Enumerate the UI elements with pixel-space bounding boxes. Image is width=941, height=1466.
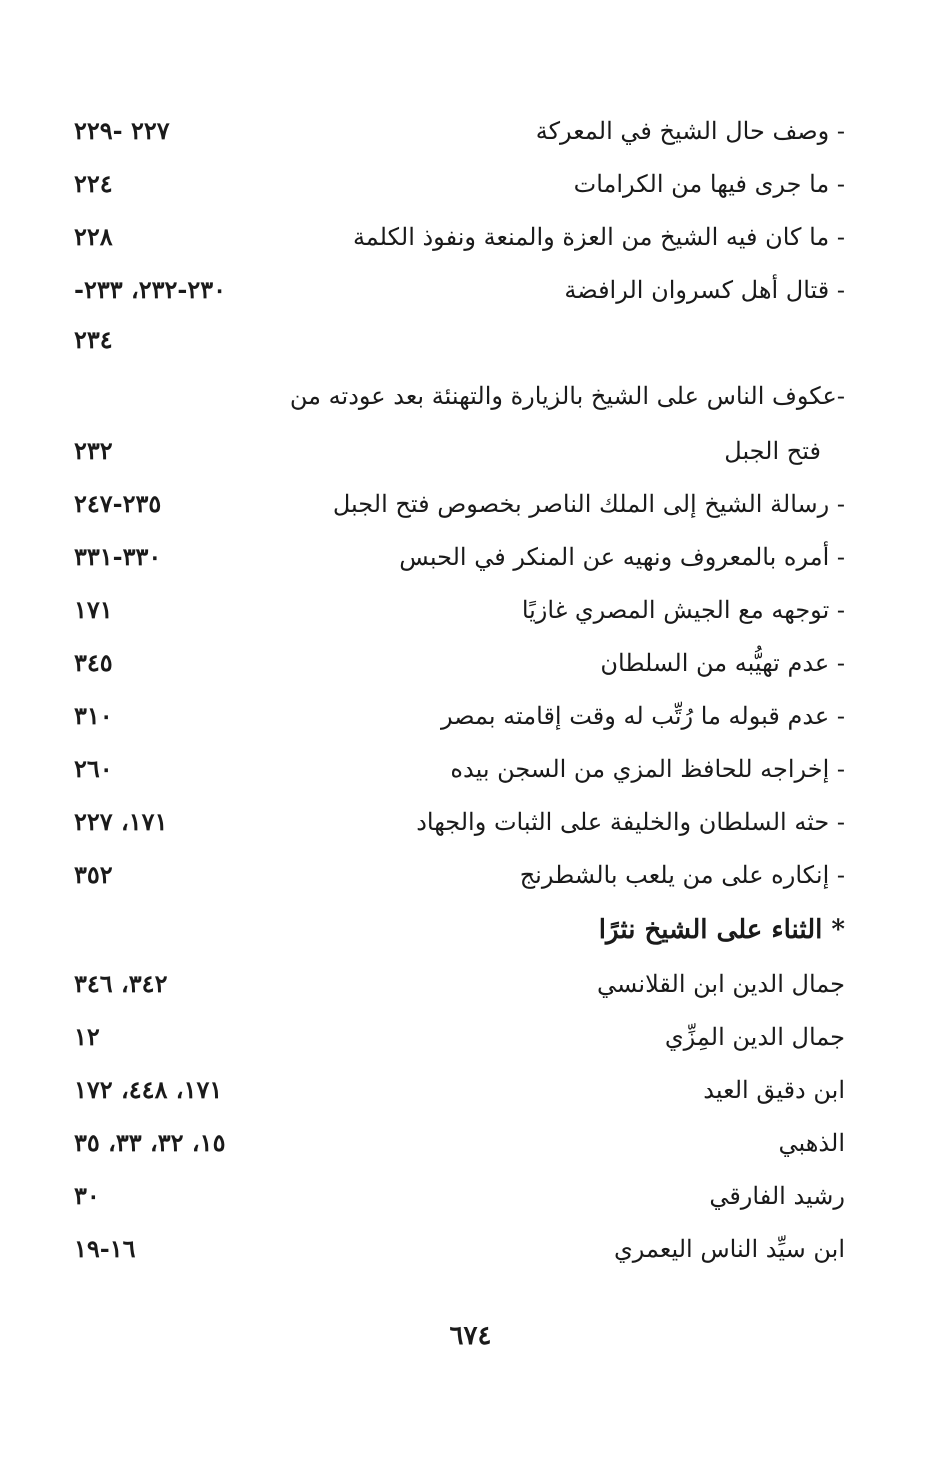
entry-topic: فتح الجبل <box>724 437 821 465</box>
section-heading-text: * الثناء على الشيخ نثرًا <box>598 915 845 945</box>
entry-topic: - حثه السلطان والخليفة على الثبات والجهاد <box>416 808 845 836</box>
entry-topic: - ما كان فيه الشيخ من العزة والمنعة ونفوذ الكلمة <box>352 223 845 251</box>
entry-topic: -عكوف الناس على الشيخ بالزيارة والتهنئة بعد عودته من <box>289 382 845 410</box>
entry-pages: ٣٣٠-٣٣١ <box>74 542 162 571</box>
entry-topic: ابن دقيق العيد <box>703 1076 845 1104</box>
index-entry <box>0 376 941 416</box>
entry-pages: ٢٣٥-٢٤٧ <box>74 489 162 518</box>
entry-topic: - رسالة الشيخ إلى الملك الناصر بخصوص فتح الجبل <box>332 490 845 518</box>
page-number: ٦٧٤ <box>449 1321 492 1351</box>
index-entry-continuation <box>0 320 941 360</box>
entry-topic: الذهبي <box>778 1129 845 1157</box>
index-entry <box>0 1123 941 1163</box>
entry-topic: - أمره بالمعروف ونهيه عن المنكر في الحبس <box>399 543 845 571</box>
entry-topic: - إنكاره على من يلعب بالشطرنج <box>519 861 845 889</box>
index-entry <box>0 855 941 895</box>
entry-pages: ١٦-١٩ <box>74 1234 136 1263</box>
entry-pages: ١٧١ <box>74 595 113 624</box>
index-entry <box>0 749 941 789</box>
index-entry <box>0 1070 941 1110</box>
entry-pages: ١٧١، ٤٤٨، ١٧٢ <box>74 1075 223 1104</box>
index-entry <box>0 964 941 1004</box>
index-entry <box>0 111 941 151</box>
index-entry <box>0 537 941 577</box>
entry-pages: ٢٢٨ <box>74 222 113 251</box>
entry-pages: ٢٣٢ <box>74 436 113 465</box>
entry-pages: ٣٥٢ <box>74 860 113 889</box>
entry-topic: - ما جرى فيها من الكرامات <box>573 170 845 198</box>
entry-topic: رشيد الفارقي <box>709 1182 845 1210</box>
entry-topic: - توجهه مع الجيش المصري غازيًا <box>521 596 845 624</box>
entry-topic: - إخراجه للحافظ المزي من السجن بيده <box>450 755 845 783</box>
entry-topic: جمال الدين المِزِّي <box>664 1023 845 1051</box>
index-entry <box>0 1176 941 1216</box>
index-entry <box>0 217 941 257</box>
entry-pages: ٣٠ <box>74 1181 100 1210</box>
entry-topic: ابن سيِّد الناس اليعمري <box>614 1235 845 1263</box>
index-entry <box>0 270 941 310</box>
entry-pages: ١٧١، ٢٢٧ <box>74 807 168 836</box>
index-entry-continuation <box>0 431 941 471</box>
index-entry <box>0 164 941 204</box>
index-entry <box>0 1017 941 1057</box>
index-entry <box>0 484 941 524</box>
entry-pages: ١٥، ٣٢، ٣٣، ٣٥ <box>74 1128 226 1157</box>
entry-pages: ٣٤٥ <box>74 648 113 677</box>
entry-topic: - عدم تهيُّبه من السلطان <box>600 649 845 677</box>
entry-pages: ٣١٠ <box>74 701 113 730</box>
entry-topic: - عدم قبوله ما رُتِّب له وقت إقامته بمصر <box>440 702 845 730</box>
entry-pages: ٣٤٢، ٣٤٦ <box>74 969 168 998</box>
entry-pages: ٢٢٤ <box>74 169 113 198</box>
entry-pages: ٢٦٠ <box>74 754 113 783</box>
index-entry <box>0 802 941 842</box>
entry-pages: ٢٣٠-٢٣٢، ٢٣٣- <box>74 275 227 304</box>
entry-pages: ٢٣٤ <box>74 325 113 354</box>
entry-topic: جمال الدين ابن القلانسي <box>596 970 845 998</box>
entry-pages: ١٢ <box>74 1022 100 1051</box>
section-heading <box>0 910 941 950</box>
entry-topic: - قتال أهل كسروان الرافضة <box>564 276 845 304</box>
index-entry <box>0 696 941 736</box>
index-entry <box>0 1229 941 1269</box>
index-entry <box>0 590 941 630</box>
entry-pages: ٢٢٧ -٢٢٩ <box>74 116 170 145</box>
index-entry <box>0 643 941 683</box>
entry-topic: - وصف حال الشيخ في المعركة <box>535 117 845 145</box>
